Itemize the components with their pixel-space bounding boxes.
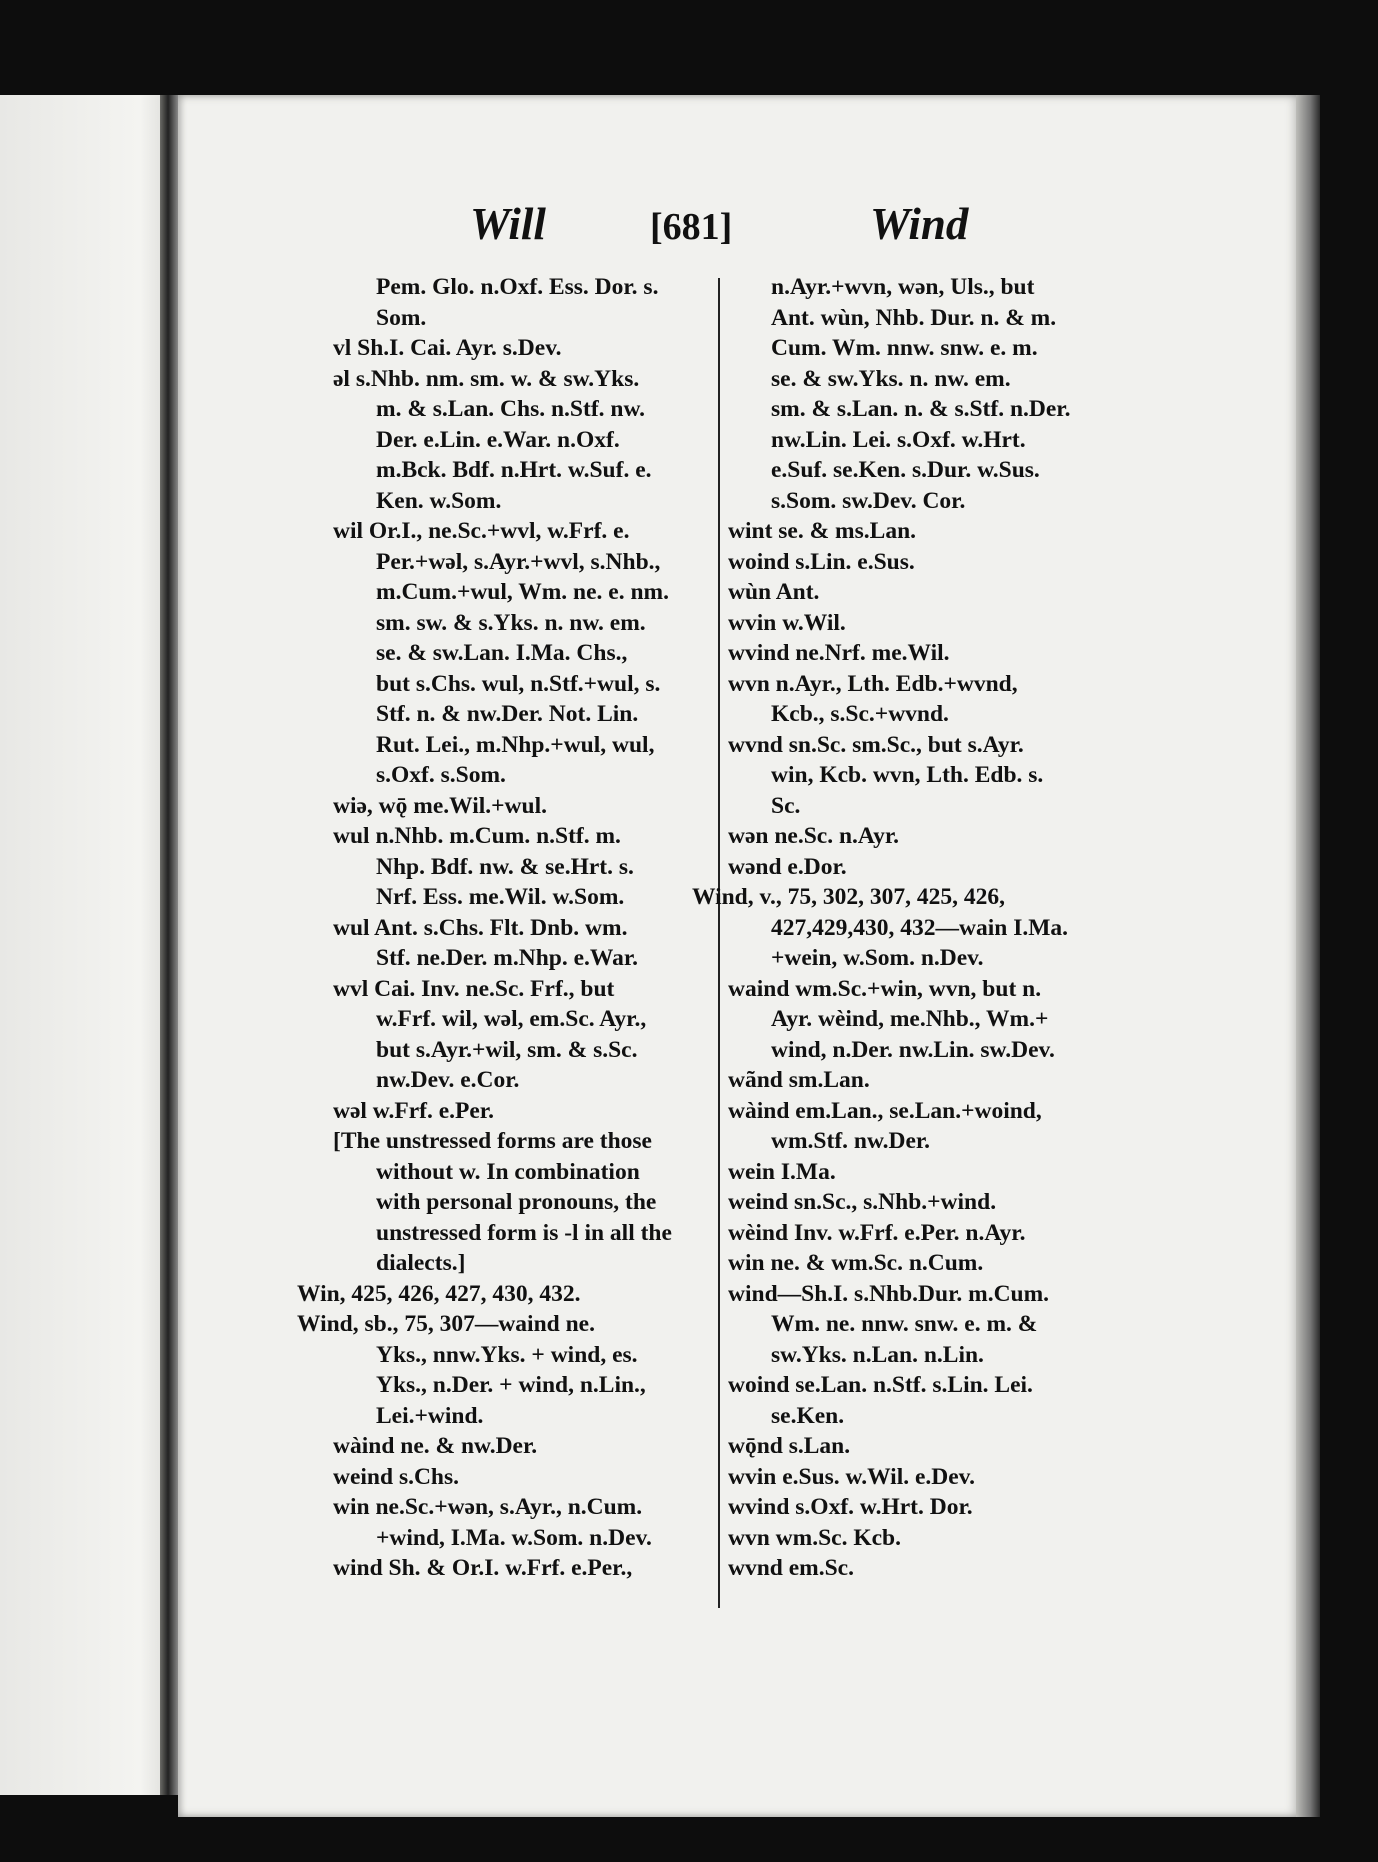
dictionary-line: Ken. w.Som. <box>376 487 502 514</box>
dictionary-line: n.Ayr.+wvn, wən, Uls., but <box>771 274 1035 300</box>
dictionary-line: Ant. wùn, Nhb. Dur. n. & m. <box>771 304 1057 331</box>
dictionary-line: wvnd em.Sc. <box>728 1555 854 1581</box>
running-head-left: Will <box>470 199 546 249</box>
dictionary-line: Lei.+wind. <box>376 1402 484 1429</box>
dictionary-line: Sc. <box>771 792 801 819</box>
dictionary-line: Yks., nnw.Yks. + wind, es. <box>376 1341 638 1368</box>
dictionary-line: wvind ne.Nrf. me.Wil. <box>728 640 950 666</box>
dictionary-line: waind wm.Sc.+win, wvn, but n. <box>728 975 1042 1002</box>
dictionary-line: 427,429,430, 432—wain I.Ma. <box>771 914 1069 941</box>
dictionary-line: Wm. ne. nnw. snw. e. m. & <box>771 1311 1038 1337</box>
dictionary-line: Wind, sb., 75, 307—waind ne. <box>297 1311 595 1337</box>
dictionary-line: wàind ne. & nw.Der. <box>333 1433 538 1459</box>
dictionary-line: wvin e.Sus. w.Wil. e.Dev. <box>728 1463 976 1490</box>
dictionary-line: nw.Lin. Lei. s.Oxf. w.Hrt. <box>771 426 1026 453</box>
dictionary-line: win, Kcb. wvn, Lth. Edb. s. <box>771 762 1044 788</box>
dictionary-line: [The unstressed forms are those <box>333 1128 652 1154</box>
dictionary-line: Pem. Glo. n.Oxf. Ess. Dor. s. <box>376 274 659 300</box>
dictionary-line: wəl w.Frf. e.Per. <box>333 1097 494 1124</box>
right-column <box>692 272 1105 1584</box>
dictionary-line: Rut. Lei., m.Nhp.+wul, wul, <box>376 731 655 758</box>
dictionary-line: m.Cum.+wul, Wm. ne. e. nm. <box>376 579 670 605</box>
dictionary-line: wàind em.Lan., se.Lan.+woind, <box>728 1097 1042 1124</box>
dictionary-line: s.Oxf. s.Som. <box>376 762 506 788</box>
dictionary-line: wint se. & ms.Lan. <box>728 518 917 544</box>
dictionary-line: +wein, w.Som. n.Dev. <box>771 945 984 971</box>
book-gutter <box>160 95 178 1795</box>
dictionary-line: woind se.Lan. n.Stf. s.Lin. Lei. <box>728 1372 1033 1398</box>
dictionary-line: se.Ken. <box>771 1402 845 1429</box>
dictionary-line: sm. sw. & s.Yks. n. nw. em. <box>376 609 646 636</box>
dictionary-line: unstressed form is -l in all the <box>376 1219 672 1246</box>
dictionary-line: Stf. n. & nw.Der. Not. Lin. <box>376 701 639 727</box>
dictionary-line: Nhp. Bdf. nw. & se.Hrt. s. <box>376 853 634 880</box>
dictionary-line: wən ne.Sc. n.Ayr. <box>728 823 900 849</box>
dictionary-line: wèind Inv. w.Frf. e.Per. n.Ayr. <box>728 1219 1026 1246</box>
left-column <box>297 272 710 1584</box>
facing-page-edge <box>0 95 175 1795</box>
page-number: [681] <box>650 206 733 248</box>
dictionary-line: wind—Sh.I. s.Nhb.Dur. m.Cum. <box>728 1280 1050 1307</box>
dictionary-line: Per.+wəl, s.Ayr.+wvl, s.Nhb., <box>376 548 661 575</box>
dictionary-line: wul Ant. s.Chs. Flt. Dnb. wm. <box>333 914 628 941</box>
dictionary-line: sm. & s.Lan. n. & s.Stf. n.Der. <box>771 396 1071 422</box>
dictionary-line: win ne. & wm.Sc. n.Cum. <box>728 1250 984 1276</box>
dictionary-line: əl s.Nhb. nm. sm. w. & sw.Yks. <box>333 365 640 392</box>
dictionary-line: Kcb., s.Sc.+wvnd. <box>771 701 949 727</box>
dictionary-line: woind s.Lin. e.Sus. <box>728 548 915 575</box>
dictionary-line: Yks., n.Der. + wind, n.Lin., <box>376 1372 646 1398</box>
dictionary-line: Cum. Wm. nnw. snw. e. m. <box>771 335 1038 361</box>
dictionary-line: e.Suf. se.Ken. s.Dur. w.Sus. <box>771 457 1040 483</box>
dictionary-line: Ayr. wèind, me.Nhb., Wm.+ <box>771 1006 1049 1032</box>
dictionary-line: m.Bck. Bdf. n.Hrt. w.Suf. e. <box>376 457 652 483</box>
dictionary-line: Win, 425, 426, 427, 430, 432. <box>297 1280 581 1307</box>
dictionary-line: Wind, v., 75, 302, 307, 425, 426, <box>692 884 1005 910</box>
dictionary-line: Stf. ne.Der. m.Nhp. e.War. <box>376 945 638 971</box>
dictionary-line: wein I.Ma. <box>728 1158 836 1185</box>
dictionary-line: with personal pronouns, the <box>376 1189 657 1215</box>
dictionary-line: nw.Dev. e.Cor. <box>376 1067 520 1093</box>
running-head-right: Wind <box>870 199 969 249</box>
dictionary-line: Nrf. Ess. me.Wil. w.Som. <box>376 884 625 910</box>
dictionary-line: wvl Cai. Inv. ne.Sc. Frf., but <box>333 975 615 1002</box>
dictionary-line: without w. In combination <box>376 1158 640 1185</box>
dictionary-line: vl Sh.I. Cai. Ayr. s.Dev. <box>333 335 562 361</box>
dictionary-line: win ne.Sc.+wən, s.Ayr., n.Cum. <box>333 1494 643 1520</box>
dictionary-line: m. & s.Lan. Chs. n.Stf. nw. <box>376 396 646 422</box>
dictionary-line: sw.Yks. n.Lan. n.Lin. <box>771 1341 984 1368</box>
dictionary-line: wvnd sn.Sc. sm.Sc., but s.Ayr. <box>728 731 1024 758</box>
dictionary-line: wǭnd s.Lan. <box>728 1433 851 1459</box>
dictionary-line: se. & sw.Yks. n. nw. em. <box>771 365 1011 392</box>
dictionary-line: wiə, wǭ me.Wil.+wul. <box>333 792 548 819</box>
dictionary-line: weind s.Chs. <box>333 1463 460 1490</box>
dictionary-line: but s.Ayr.+wil, sm. & s.Sc. <box>376 1036 638 1063</box>
dictionary-line: wm.Stf. nw.Der. <box>771 1128 931 1154</box>
dictionary-line: wind, n.Der. nw.Lin. sw.Dev. <box>771 1036 1055 1063</box>
dictionary-line: dialects.] <box>376 1250 466 1276</box>
dictionary-line: Som. <box>376 304 427 331</box>
column-rule <box>718 278 720 1608</box>
dictionary-line: wil Or.I., ne.Sc.+wvl, w.Frf. e. <box>333 518 630 544</box>
dictionary-line: wvn n.Ayr., Lth. Edb.+wvnd, <box>728 670 1018 697</box>
dictionary-line: wvn wm.Sc. Kcb. <box>728 1524 901 1551</box>
dictionary-line: w.Frf. wil, wəl, em.Sc. Ayr., <box>376 1006 647 1032</box>
dictionary-line: wùn Ant. <box>728 579 820 605</box>
dictionary-line: wãnd sm.Lan. <box>728 1067 870 1093</box>
dictionary-line: +wind, I.Ma. w.Som. n.Dev. <box>376 1524 652 1551</box>
dictionary-line: weind sn.Sc., s.Nhb.+wind. <box>728 1189 997 1215</box>
dictionary-line: Der. e.Lin. e.War. n.Oxf. <box>376 426 620 453</box>
dictionary-line: wind Sh. & Or.I. w.Frf. e.Per., <box>333 1555 633 1581</box>
dictionary-line: wul n.Nhb. m.Cum. n.Stf. m. <box>333 823 621 849</box>
dictionary-line: wvin w.Wil. <box>728 609 846 636</box>
dictionary-line: but s.Chs. wul, n.Stf.+wul, s. <box>376 670 661 697</box>
dictionary-line: wvind s.Oxf. w.Hrt. Dor. <box>728 1494 973 1520</box>
dictionary-line: s.Som. sw.Dev. Cor. <box>771 487 966 514</box>
dictionary-line: se. & sw.Lan. I.Ma. Chs., <box>376 640 628 666</box>
dictionary-line: wənd e.Dor. <box>728 853 847 880</box>
page-right-edge <box>1296 95 1320 1817</box>
